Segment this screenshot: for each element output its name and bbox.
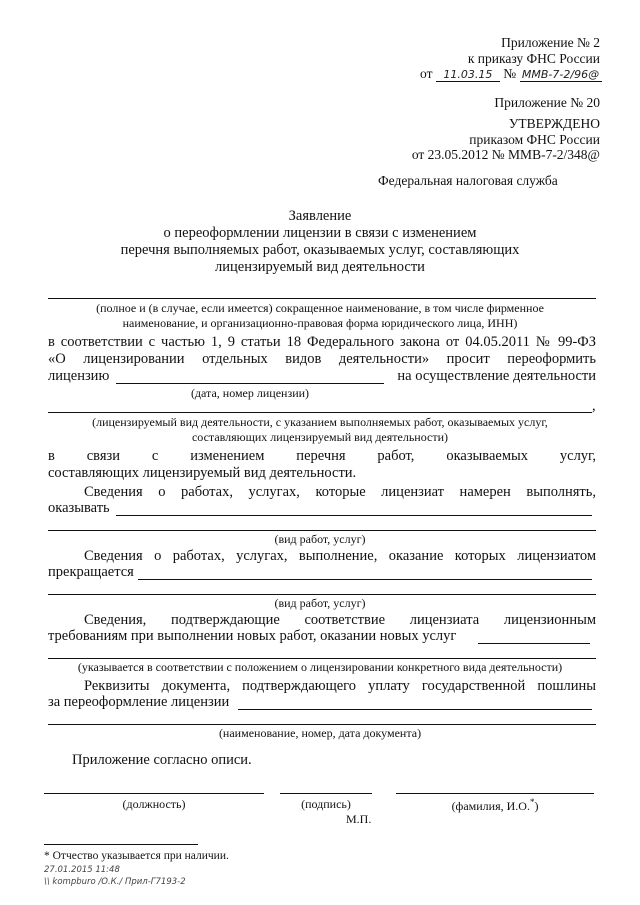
full-name-text: (фамилия, И.О. (451, 799, 530, 813)
compliance-line (478, 643, 590, 644)
to-order-label: к приказу ФНС России (467, 51, 600, 66)
hint-license: (дата, номер лицензии) (190, 386, 310, 400)
footnote-text: * Отчество указывается при наличии. (44, 850, 229, 862)
signature-line (280, 793, 372, 794)
hint-applicant-name-2: наименование, и организационно-правовая форма юридического лица, ИНН) (122, 316, 518, 330)
planned-works-line (116, 515, 592, 516)
handwritten-number: ММВ-7-2/96@ (520, 68, 602, 82)
applicant-name-line (48, 298, 596, 299)
hint-works-2: (вид работ, услуг) (274, 596, 366, 610)
hint-applicant-name-1: (полное и (в случае, если имеется) сокращенное наименование, в том числе фирменное (96, 301, 544, 315)
paragraph-4-line-2: прекращается (48, 564, 134, 580)
full-name-asterisk: * (529, 797, 535, 807)
handwritten-date: 11.03.15 (436, 68, 500, 82)
hint-activity-2: составляющих лицензируемый вид деятельности) (191, 430, 449, 444)
signature-caption: (подпись) (301, 797, 351, 811)
paragraph-2-line-2: составляющих лицензируемый вид деятельности. (48, 465, 357, 481)
full-name-caption (396, 797, 594, 814)
paragraph-6-line-1: Реквизиты документа, подтверждающего уплату государственной пошлины (84, 678, 596, 694)
attachment-note: Приложение согласно описи. (72, 752, 252, 768)
print-stamp-file: \\ kompburo /О.К./ Прил-Г7193-2 (44, 877, 186, 887)
hint-regulation: (указывается в соответствии с положением о лицензировании конкретного вида деятельности) (77, 660, 563, 674)
paragraph-4-line-1: Сведения о работах, услугах, выполнение, оказание которых лицензиатом (84, 548, 596, 564)
full-name-line (396, 793, 594, 794)
activity-comma: , (592, 398, 596, 414)
seal-place-label: М.П. (346, 812, 372, 826)
order-reference: от 23.05.2012 № ММВ-7-2/348@ (411, 147, 600, 162)
date-prefix: от (420, 66, 433, 81)
appendix-20-label: Приложение № 20 (494, 95, 600, 110)
authority-name: Федеральная налоговая служба (378, 173, 558, 188)
paragraph-6-line-2: за переоформление лицензии (48, 694, 230, 710)
fee-document-line-2 (48, 724, 596, 725)
footnote-divider (44, 844, 198, 845)
full-name-close: ) (534, 799, 539, 813)
document-title: Заявление (288, 208, 352, 224)
title-line-2: о переоформлении лицензии в связи с изменением (163, 225, 477, 241)
hint-works-1: (вид работ, услуг) (274, 532, 366, 546)
compliance-line-2 (48, 658, 596, 659)
paragraph-3-line-1: Сведения о работах, услугах, которые лицензиат намерен выполнять, (84, 484, 596, 500)
paragraph-1-line-1: в соответствии с частью 1, 9 статьи 18 Федерального закона от 04.05.2011 № 99-ФЗ (48, 334, 596, 350)
terminated-works-line-2 (48, 594, 596, 595)
terminated-works-line (138, 579, 592, 580)
hint-document: (наименование, номер, дата документа) (218, 726, 422, 740)
planned-works-line-2 (48, 530, 596, 531)
appendix-2-label: Приложение № 2 (501, 35, 600, 50)
approved-by-order: приказом ФНС России (469, 132, 600, 147)
number-prefix: № (503, 66, 517, 81)
hint-activity-1: (лицензируемый вид деятельности, с указанием выполняемых работ, оказываемых услуг, (92, 415, 548, 429)
license-line (116, 383, 384, 384)
paragraph-1-activity-label: на осуществление деятельности (397, 368, 596, 384)
title-line-4: лицензируемый вид деятельности (215, 259, 425, 275)
fee-document-line (238, 709, 592, 710)
paragraph-3-line-2: оказывать (48, 500, 110, 516)
print-stamp-date: 27.01.2015 11:48 (44, 865, 120, 875)
position-line (44, 793, 264, 794)
paragraph-5-line-2: требованиям при выполнении новых работ, оказании новых услуг (48, 628, 457, 644)
paragraph-5-line-1: Сведения, подтверждающие соответствие лицензиата лицензионным (84, 612, 596, 628)
title-line-3: перечня выполняемых работ, оказываемых услуг, составляющих (120, 242, 520, 258)
position-caption: (должность) (122, 797, 186, 811)
activity-line (48, 412, 592, 413)
paragraph-2-line-1: в связи с изменением перечня работ, оказываемых услуг, (48, 448, 596, 464)
paragraph-1-license-label: лицензию (48, 368, 110, 384)
order-date-line (420, 66, 602, 82)
paragraph-1-line-2: «О лицензировании отдельных видов деятельности» просит переоформить (48, 351, 596, 367)
approved-label: УТВЕРЖДЕНО (508, 116, 600, 131)
